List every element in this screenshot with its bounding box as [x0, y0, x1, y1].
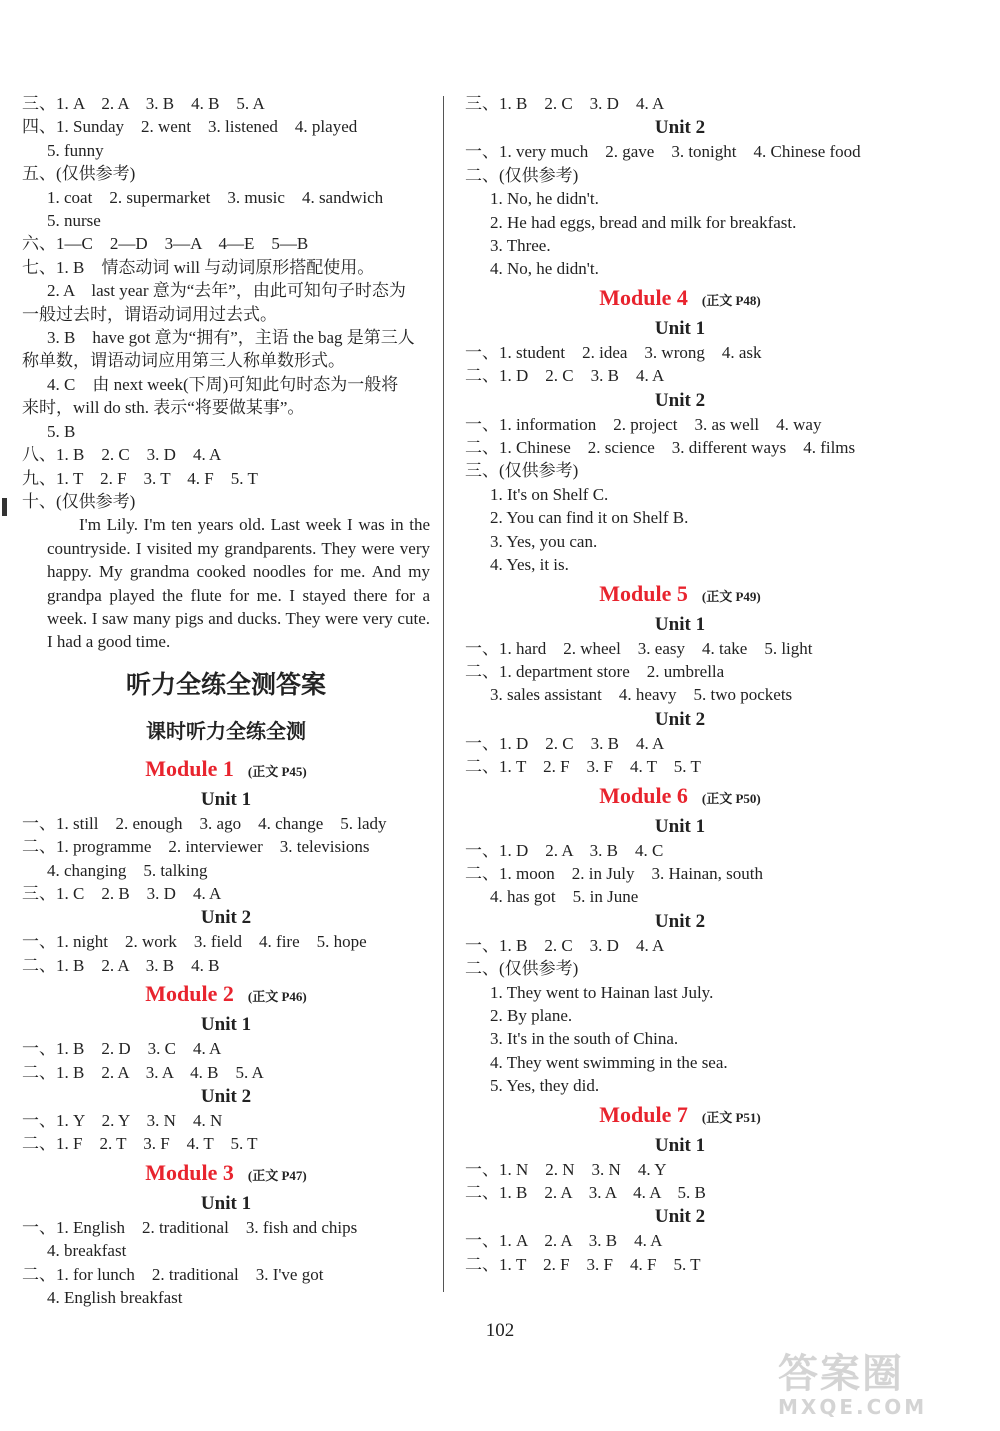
- answer-line: 5. B: [47, 421, 76, 441]
- answer-line: 二、1. programme 2. interviewer 3. televisions: [22, 837, 370, 857]
- watermark-cn: 答案圈: [778, 1351, 904, 1397]
- module-page-ref: (正文 P51): [701, 1109, 761, 1125]
- answer-line: 4. Yes, it is.: [490, 555, 569, 575]
- answer-line: 二、1. T 2. F 3. F 4. F 5. T: [465, 1254, 701, 1274]
- answer-line: 一、1. student 2. idea 3. wrong 4. ask: [465, 342, 762, 362]
- answer-line: 4. changing 5. talking: [47, 860, 208, 880]
- module-page-ref: (正文 P48): [701, 292, 761, 308]
- answer-line: 二、1. Chinese 2. science 3. different ways 4. films: [465, 438, 856, 458]
- answer-line: 一、1. hard 2. wheel 3. easy 4. take 5. light: [465, 638, 813, 658]
- answer-line: 1. No, he didn't.: [490, 189, 599, 209]
- watermark-logo: [778, 1352, 978, 1422]
- module-page-ref: (正文 P50): [701, 790, 761, 806]
- left-column: [22, 92, 430, 1309]
- module-name: Module 1: [145, 755, 234, 781]
- explanation-line: 一般过去时，谓语动词用过去式。: [22, 304, 277, 324]
- answer-line: 3. sales assistant 4. heavy 5. two pockets: [490, 685, 793, 705]
- section-title: 三、(仅供参考): [465, 461, 579, 481]
- answer-line: 2. He had eggs, bread and milk for breakfast.: [490, 212, 797, 232]
- right-column: [465, 92, 895, 1276]
- answer-line: 5. funny: [47, 140, 104, 160]
- margin-mark: [2, 498, 7, 516]
- unit-heading: Unit 2: [200, 907, 252, 929]
- module-name: Module 5: [599, 580, 688, 606]
- unit-heading: Unit 2: [654, 1206, 706, 1228]
- section-title: 二、(仅供参考): [465, 959, 579, 979]
- answer-line: 八、1. B 2. C 3. D 4. A: [22, 445, 222, 465]
- listening-answers-title: 听力全练全测答案: [125, 669, 326, 699]
- page-number: 102: [485, 1320, 515, 1341]
- answer-line: 四、1. Sunday 2. went 3. listened 4. played: [22, 117, 358, 137]
- unit-heading: Unit 2: [654, 910, 706, 932]
- unit-heading: Unit 2: [200, 1086, 252, 1107]
- answer-line: 一、1. English 2. traditional 3. fish and chips: [22, 1217, 358, 1237]
- answer-line: 一、1. D 2. A 3. B 4. C: [465, 840, 664, 860]
- answer-line: 一、1. N 2. N 3. N 4. Y: [465, 1159, 667, 1179]
- answer-line: 一、1. Y 2. Y 3. N 4. N: [22, 1111, 223, 1130]
- answer-line: 5. nurse: [47, 211, 101, 231]
- answer-line: 二、1. B 2. A 3. B 4. B: [22, 955, 220, 975]
- section-title: 五、(仅供参考): [22, 164, 136, 184]
- answer-line: 4. No, he didn't.: [490, 259, 599, 279]
- explanation-line: 来时，will do sth. 表示“将要做某事”。: [22, 398, 305, 418]
- section-title: 十、(仅供参考): [22, 491, 136, 511]
- answer-line: 一、1. D 2. C 3. B 4. A: [465, 733, 665, 753]
- module-page-ref: (正文 P45): [247, 763, 307, 779]
- answer-line: 4. has got 5. in June: [490, 887, 639, 907]
- answer-line: 5. Yes, they did.: [490, 1076, 600, 1096]
- unit-heading: Unit 1: [654, 317, 706, 339]
- section-title: 二、(仅供参考): [465, 165, 579, 185]
- answer-line: 二、1. D 2. C 3. B 4. A: [465, 366, 665, 386]
- module-heading: [465, 579, 895, 612]
- sample-composition: [22, 513, 430, 653]
- answer-line: 二、1. B 2. A 3. A 4. B 5. A: [22, 1062, 264, 1082]
- answer-line: 二、1. moon 2. in July 3. Hainan, south: [465, 863, 763, 883]
- answer-line: 4. English breakfast: [47, 1288, 183, 1308]
- module-page-ref: (正文 P47): [247, 1167, 307, 1183]
- module-heading: [465, 283, 895, 316]
- answer-line: 4. They went swimming in the sea.: [490, 1052, 728, 1072]
- answer-line: 六、1—C 2—D 3—A 4—E 5—B: [22, 234, 309, 254]
- answer-line: 一、1. A 2. A 3. B 4. A: [465, 1231, 663, 1251]
- unit-heading: Unit 1: [200, 788, 252, 810]
- unit-heading: Unit 1: [200, 1014, 252, 1036]
- explanation-line: 4. C 由 next week(下周)可知此句时态为一般将: [47, 374, 399, 394]
- answer-line: 3. Three.: [490, 236, 551, 256]
- answer-line: 三、1. C 2. B 3. D 4. A: [22, 883, 222, 903]
- unit-heading: Unit 2: [654, 389, 706, 411]
- unit-heading: Unit 1: [654, 815, 706, 837]
- answer-line: 1. coat 2. supermarket 3. music 4. sandwich: [47, 187, 384, 207]
- unit-heading: Unit 1: [200, 1192, 252, 1214]
- composition-text: I'm Lily. I'm ten years old. Last week I was in the countryside. I visited my grandparents. They were very happy. My grandma cooked noodles for me. And my grandpa played the flute for me. I stayed there for a week. I saw many pigs and ducks. They were very cute. I had a good time.: [47, 515, 430, 652]
- module-heading: [22, 1158, 430, 1191]
- unit-heading: Unit 1: [654, 613, 706, 635]
- module-name: Module 2: [145, 981, 234, 1007]
- answer-line: 九、1. T 2. F 3. T 4. F 5. T: [22, 468, 258, 488]
- explanation-line: 3. B have got 意为“拥有”，主语 the bag 是第三人: [47, 328, 415, 348]
- answer-line: 二、1. for lunch 2. traditional 3. I've got: [22, 1264, 324, 1284]
- answer-line: 三、1. A 2. A 3. B 4. B 5. A: [22, 94, 265, 113]
- module-name: Module 7: [599, 1101, 688, 1127]
- answer-line: 二、1. department store 2. umbrella: [465, 661, 725, 681]
- unit-heading: Unit 2: [654, 708, 706, 730]
- module-name: Module 4: [599, 284, 688, 310]
- unit-heading: Unit 1: [654, 1134, 706, 1156]
- answer-line: 2. You can find it on Shelf B.: [490, 508, 689, 528]
- answer-line: 一、1. still 2. enough 3. ago 4. change 5. lady: [22, 813, 387, 833]
- answer-line: 3. Yes, you can.: [490, 531, 598, 551]
- module-heading: [22, 979, 430, 1012]
- module-name: Module 6: [599, 782, 688, 808]
- column-divider: [443, 96, 444, 1292]
- module-name: Module 3: [145, 1159, 234, 1185]
- answer-line: 三、1. B 2. C 3. D 4. A: [465, 94, 665, 113]
- answer-line: 一、1. B 2. C 3. D 4. A: [465, 935, 665, 955]
- explanation-line: 称单数，谓语动词应用第三人称单数形式。: [22, 351, 345, 371]
- answer-line: 4. breakfast: [47, 1241, 127, 1261]
- answer-line: 二、1. F 2. T 3. F 4. T 5. T: [22, 1134, 258, 1154]
- answer-line: 1. It's on Shelf C.: [490, 484, 609, 504]
- module-page-ref: (正文 P46): [247, 989, 307, 1005]
- answer-line: 2. By plane.: [490, 1005, 573, 1025]
- answer-line: 3. It's in the south of China.: [490, 1029, 679, 1049]
- module-heading: [22, 754, 430, 787]
- answer-line: 二、1. T 2. F 3. F 4. T 5. T: [465, 757, 701, 777]
- module-heading: [465, 781, 895, 814]
- answer-line: 一、1. very much 2. gave 3. tonight 4. Chinese food: [465, 142, 861, 162]
- unit-heading: Unit 2: [654, 117, 706, 139]
- answer-line: 一、1. B 2. D 3. C 4. A: [22, 1039, 222, 1059]
- lesson-listening-subtitle: 课时听力全练全测: [146, 718, 306, 743]
- answer-line: 1. They went to Hainan last July.: [490, 982, 714, 1002]
- answer-line: 一、1. night 2. work 3. field 4. fire 5. hope: [22, 932, 367, 952]
- answer-line: 七、1. B 情态动词 will 与动词原形搭配使用。: [22, 257, 375, 277]
- answer-line: 二、1. B 2. A 3. A 4. A 5. B: [465, 1183, 706, 1202]
- module-page-ref: (正文 P49): [701, 588, 761, 604]
- answer-line: 一、1. information 2. project 3. as well 4. way: [465, 414, 822, 434]
- explanation-line: 2. A last year 意为“去年”，由此可知句子时态为: [47, 281, 406, 301]
- watermark-en: MXQE.COM: [778, 1395, 928, 1419]
- module-heading: [465, 1100, 895, 1133]
